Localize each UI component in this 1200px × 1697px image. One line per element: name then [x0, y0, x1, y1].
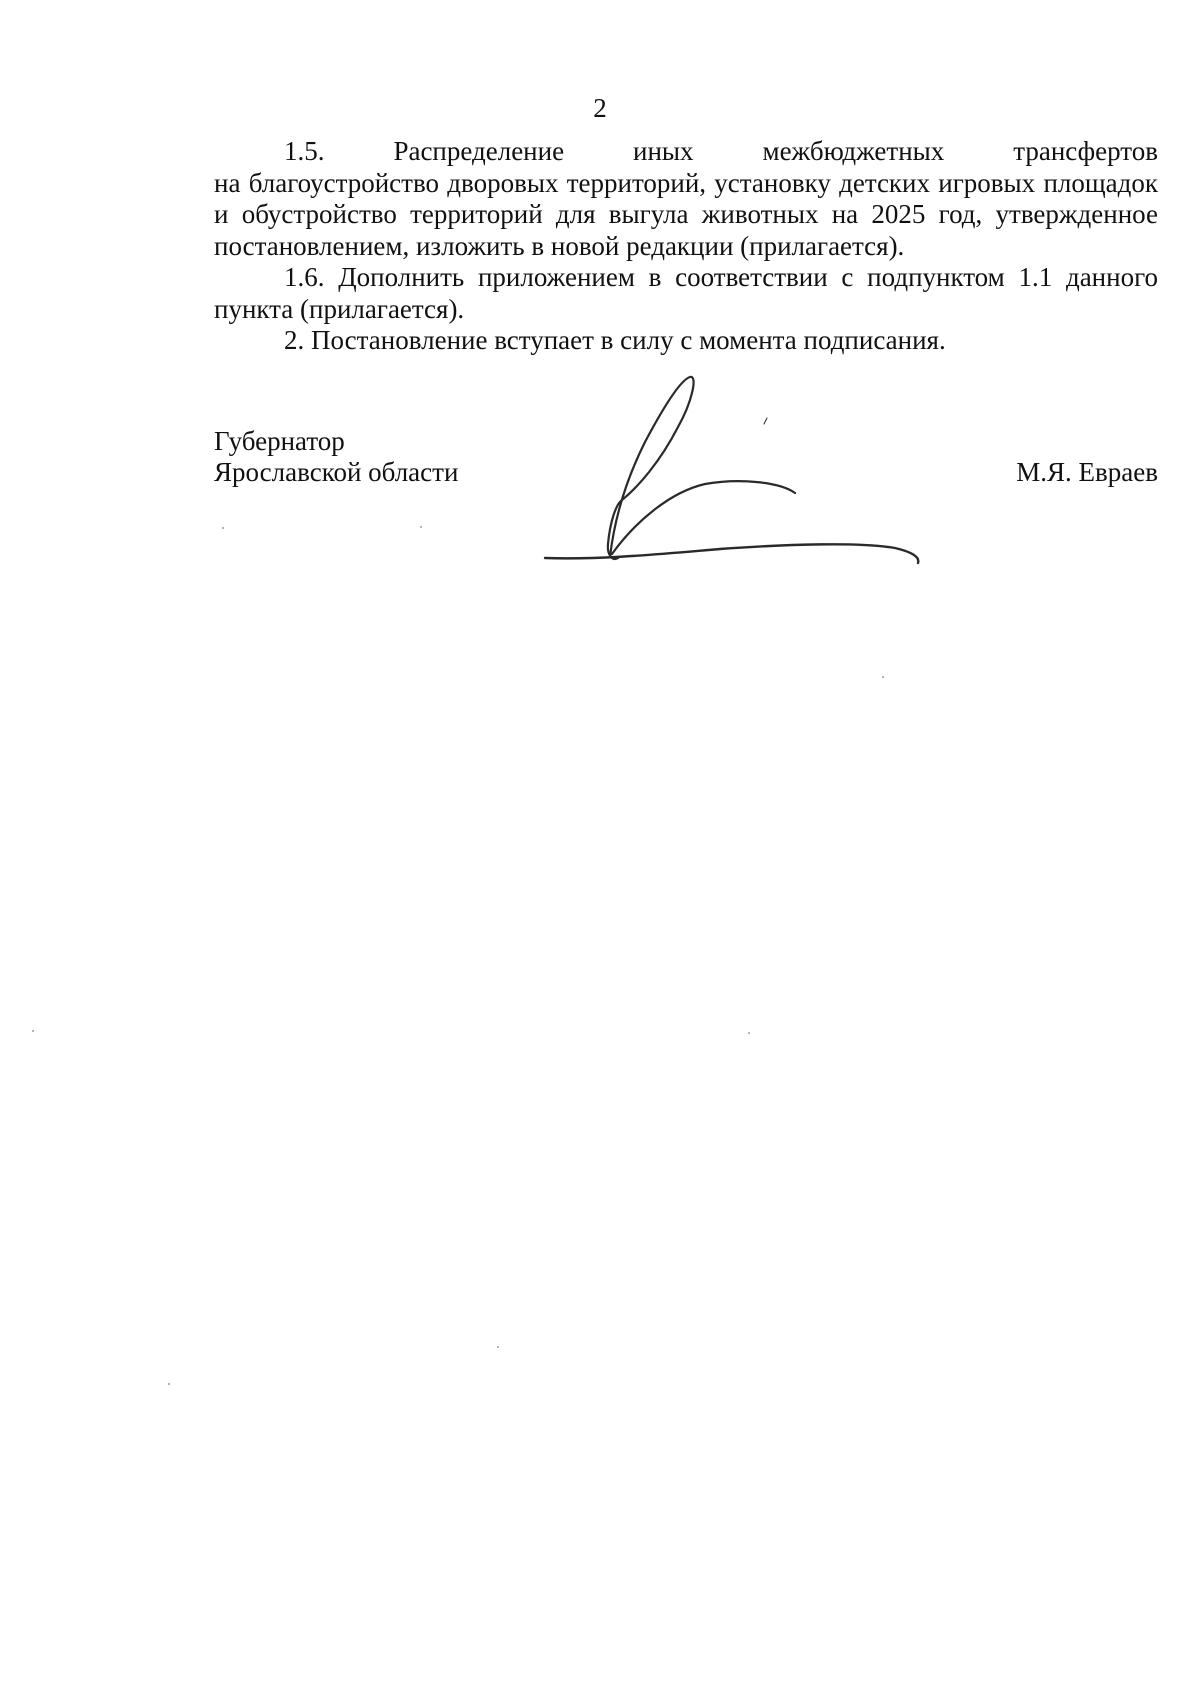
scan-speck: [420, 526, 422, 528]
scan-speck: [168, 1383, 170, 1385]
scan-speck: [748, 1032, 750, 1034]
document-body: [214, 136, 1158, 357]
scan-speck: [222, 527, 224, 529]
scan-speck: [882, 676, 884, 678]
paragraph-1-5-continuation: на благоустройство дворовых территорий, установку детских игровых площадок и обустройство территорий для выгула животных на 2025 год, утвержденное постановлением, изложить в новой редакции (прилагается).: [214, 167, 1158, 261]
handwritten-signature: [540, 372, 940, 582]
paragraph-1-5-word: межбюджетных: [762, 136, 945, 166]
signatory-title-line-1: Губернатор: [214, 426, 345, 456]
paragraph-1-5-word: Распределение: [393, 136, 565, 166]
paragraph-1-5-word: трансфертов: [1013, 136, 1158, 166]
paragraph-1-6: 1.6. Дополнить приложением в соответствии с подпунктом 1.1 данного пункта (прилагается).: [214, 262, 1158, 324]
paragraph-1-5-word: 1.5.: [284, 136, 325, 166]
paragraph-2: 2. Постановление вступает в силу с момента подписания.: [284, 325, 946, 355]
signatory-title-line-2: Ярославской области: [214, 457, 459, 487]
page-number: 2: [593, 93, 607, 123]
paragraph-1-5-word: иных: [633, 136, 694, 166]
scan-speck: [497, 1346, 499, 1348]
paragraph-1-5: [214, 136, 1158, 262]
paragraph-1-5-first-line: [214, 136, 1158, 168]
signatory-name: М.Я. Евраев: [1016, 457, 1158, 487]
scan-speck: [32, 1030, 34, 1032]
